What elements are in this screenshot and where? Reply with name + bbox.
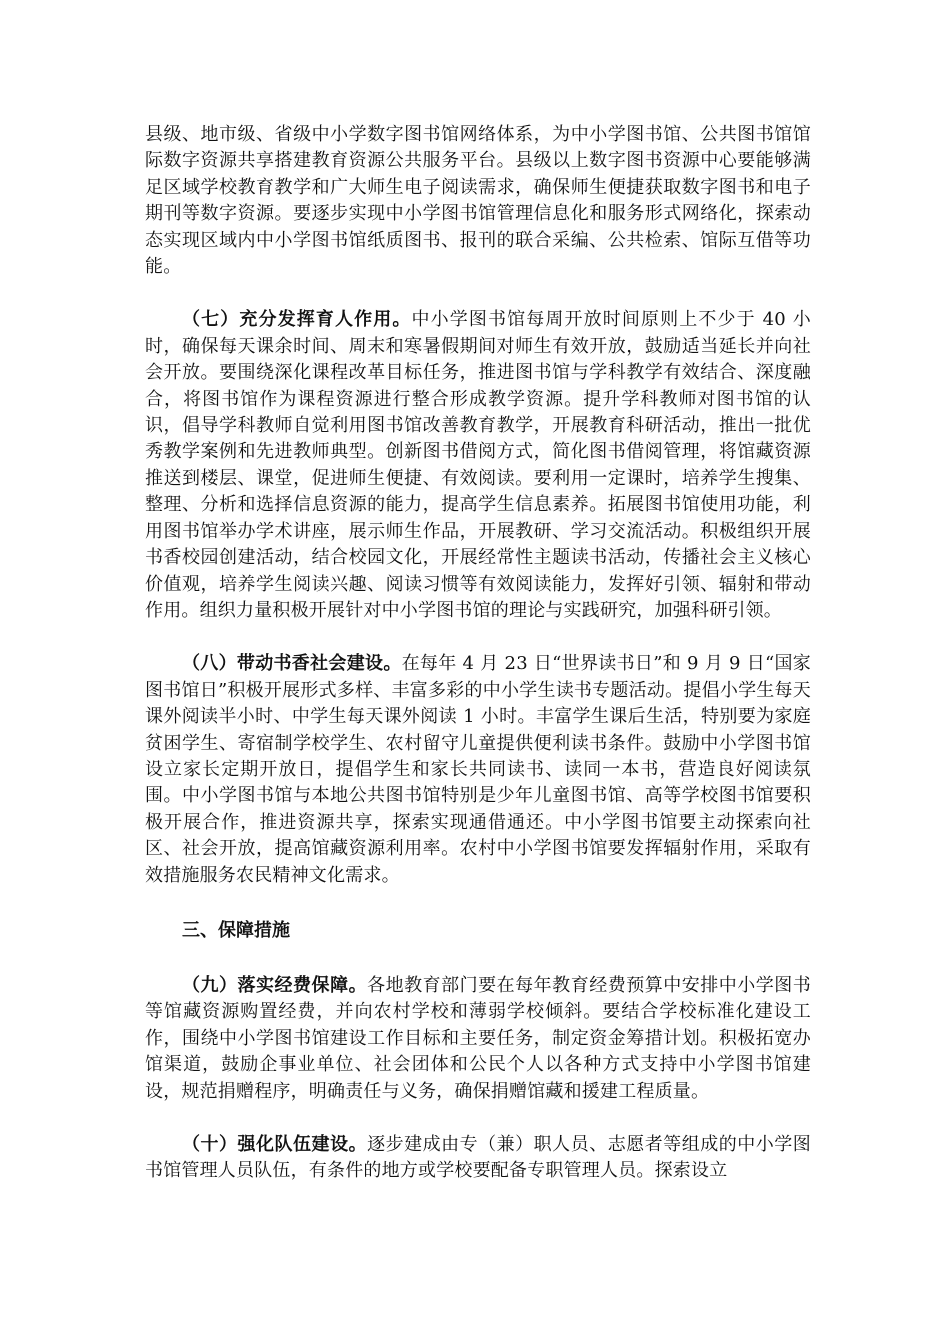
paragraph-text: 县级、地市级、省级中小学数字图书馆网络体系，为中小学图书馆、公共图书馆馆际数字资源共享搭建教育资源公共服务平台。县级以上数字图书资源中心要能够满足区域学校教育教学和广大师生电子阅读需求，确保师生便捷获取数字图书和电子期刊等数字资源。要逐步实现中小学图书馆管理信息化和服务形式网络化，探索动态实现区域内中小学图书馆纸质图书、报刊的联合采编、公共检索、馆际互借等功能。 bbox=[145, 124, 811, 278]
paragraph-section-9 bbox=[145, 973, 811, 1105]
section-10-text: 逐步建成由专（兼）职人员、志愿者等组成的中小学图书馆管理人员队伍，有条件的地方或学校要配备专职管理人员。探索设立 bbox=[145, 1134, 811, 1182]
section-10-heading: （十）强化队伍建设。 bbox=[182, 1134, 368, 1155]
section-7-text: 中小学图书馆每周开放时间原则上不少于 40 小时，确保每天课余时间、周末和寒暑假期间对师生有效开放，鼓励适当延长并向社会开放。要围绕深化课程改革目标任务，推进图书馆与学科教学有效结合、深度融合，将图书馆作为课程资源进行整合形成教学资源。提升学科教师对图书馆的认识，倡导学科教师自觉利用图书馆改善教育教学，开展教育科研活动，推出一批优秀教学案例和先进教师典型。创新图书借阅方式，简化图书借阅管理，将馆藏资源推送到楼层、课堂，促进师生便捷、有效阅读。要利用一定课时，培养学生搜集、整理、分析和选择信息资源的能力，提高学生信息素养。拓展图书馆使用功能，利用图书馆举办学术讲座，展示师生作品，开展教研、学习交流活动。积极组织开展书香校园创建活动，结合校园文化，开展经常性主题读书活动，传播社会主义核心价值观，培养学生阅读兴趣、阅读习惯等有效阅读能力，发挥好引领、辐射和带动作用。组织力量积极开展针对中小学图书馆的理论与实践研究，加强科研引领。 bbox=[145, 309, 811, 621]
section-9-heading: （九）落实经费保障。 bbox=[182, 974, 368, 996]
paragraph-section-10 bbox=[145, 1132, 811, 1185]
section-3-title: 三、保障措施 bbox=[182, 919, 290, 941]
paragraph-digital-library-network bbox=[145, 122, 811, 280]
document-page bbox=[145, 122, 811, 1185]
paragraph-section-8 bbox=[145, 651, 811, 889]
section-9-text: 各地教育部门要在每年教育经费预算中安排中小学图书等馆藏资源购置经费，并向农村学校和薄弱学校倾斜。要结合学校标准化建设工作，围绕中小学图书馆建设工作目标和主要任务，制定资金筹措计划。积极拓宽办馆渠道，鼓励企事业单位、社会团体和公民个人以各种方式支持中小学图书馆建设，规范捐赠程序，明确责任与义务，确保捐赠馆藏和援建工程质量。 bbox=[145, 974, 811, 1102]
section-8-text: 在每年 4 月 23 日“世界读书日”和 9 月 9 日“国家图书馆日”积极开展形式多样、丰富多彩的中小学生读书专题活动。提倡小学生每天课外阅读半小时、中学生每天课外阅读 1 小时。丰富学生课后生活，特别要为家庭贫困学生、寄宿制学校学生、农村留守儿童提供便利读书条件。鼓励中小学图书馆设立家长定期开放日，提倡学生和家长共同读书、读同一本书，营造良好阅读氛围。中小学图书馆与本地公共图书馆特别是少年儿童图书馆、高等学校图书馆要积极开展合作，推进资源共享，探索实现通借通还。中小学图书馆要主动探索向社区、社会开放，提高馆藏资源利用率。农村中小学图书馆要发挥辐射作用，采取有效措施服务农民精神文化需求。 bbox=[145, 653, 811, 886]
section-7-heading: （七）充分发挥育人作用。 bbox=[182, 309, 412, 331]
section-8-heading: （八）带动书香社会建设。 bbox=[182, 653, 402, 675]
paragraph-section-7 bbox=[145, 307, 811, 624]
